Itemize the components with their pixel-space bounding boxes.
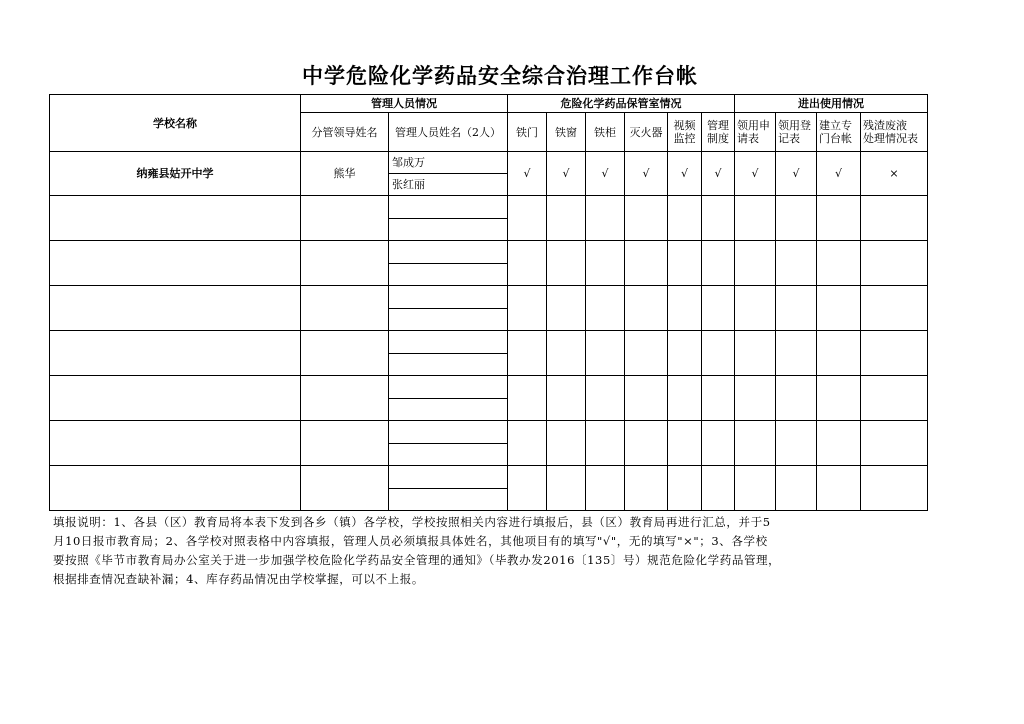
cell-iron-cabinet: √ [586,152,625,196]
empty-cell [702,241,735,286]
empty-cell [702,376,735,421]
empty-cell [668,286,702,331]
empty-cell [817,421,861,466]
empty-cell [301,196,389,241]
empty-cell [776,421,817,466]
empty-cell [702,421,735,466]
empty-cell [702,286,735,331]
cell-iron-door: √ [508,152,547,196]
cell-extinguisher: √ [625,152,668,196]
cell-ledger: √ [817,152,861,196]
empty-cell [389,219,508,241]
empty-cell [50,466,301,511]
empty-cell [301,286,389,331]
empty-cell [50,331,301,376]
empty-cell [735,331,776,376]
header-iron-window: 铁窗 [547,113,586,152]
empty-cell [508,286,547,331]
empty-cell [508,331,547,376]
empty-cell [586,466,625,511]
note-line: 要按照《毕节市教育局办公室关于进一步加强学校危险化学药品安全管理的通知》（毕教办发2016〔135〕号）规范危险化学药品管理， [53,553,781,567]
empty-cell [586,286,625,331]
empty-cell [625,466,668,511]
empty-cell [508,196,547,241]
empty-cell [586,241,625,286]
cell-iron-window: √ [547,152,586,196]
fill-instructions [53,513,933,589]
empty-cell [547,466,586,511]
empty-cell [817,241,861,286]
empty-cell [389,489,508,511]
empty-cell [389,376,508,399]
empty-cell [50,241,301,286]
empty-cell [861,331,928,376]
header-video: 视频 监控 [668,113,702,152]
empty-cell [389,331,508,354]
empty-cell [817,376,861,421]
empty-cell [735,376,776,421]
empty-cell [625,286,668,331]
cell-register: √ [776,152,817,196]
cell-manager-2: 张红丽 [389,174,508,196]
empty-cell [702,466,735,511]
empty-cell [861,241,928,286]
empty-cell [301,421,389,466]
cell-video: √ [668,152,702,196]
header-register: 领用登 记表 [776,113,817,152]
note-line: 根据排查情况查缺补漏；4、库存药品情况由学校掌握，可以不上报。 [53,572,424,586]
empty-cell [668,421,702,466]
empty-cell [389,421,508,444]
empty-cell [668,466,702,511]
empty-cell [776,466,817,511]
cell-school: 纳雍县姑开中学 [50,152,301,196]
empty-cell [861,286,928,331]
empty-cell [668,331,702,376]
empty-cell [508,241,547,286]
empty-cell [776,241,817,286]
empty-cell [547,196,586,241]
empty-cell [625,331,668,376]
empty-cell [735,196,776,241]
empty-cell [817,196,861,241]
empty-cell [817,286,861,331]
empty-cell [861,466,928,511]
cell-manager-1: 邹成万 [389,152,508,174]
empty-cell [586,331,625,376]
empty-cell [389,196,508,219]
empty-cell [861,376,928,421]
header-iron-door: 铁门 [508,113,547,152]
empty-cell [389,399,508,421]
empty-cell [668,196,702,241]
empty-cell [389,286,508,309]
empty-cell [861,196,928,241]
empty-cell [547,421,586,466]
empty-cell [389,354,508,376]
empty-cell [625,196,668,241]
header-group-usage: 进出使用情况 [735,95,928,113]
empty-cell [735,421,776,466]
note-line: 月10日报市教育局；2、各学校对照表格中内容填报，管理人员必须填报具体姓名，其他项目有的填写"√"，无的填写"×"；3、各学校 [53,534,768,548]
empty-cell [389,264,508,286]
empty-cell [586,421,625,466]
empty-cell [735,286,776,331]
header-group-storage: 危险化学药品保管室情况 [508,95,735,113]
empty-cell [817,331,861,376]
empty-cell [702,196,735,241]
empty-cell [301,376,389,421]
empty-cell [508,376,547,421]
note-line: 填报说明：1、各县（区）教育局将本表下发到各乡（镇）各学校，学校按照相关内容进行填报后，县（区）教育局再进行汇总，并于5 [53,515,771,529]
empty-cell [547,241,586,286]
header-system: 管理 制度 [702,113,735,152]
empty-cell [668,376,702,421]
empty-cell [817,466,861,511]
empty-cell [50,286,301,331]
header-ledger: 建立专 门台帐 [817,113,861,152]
empty-cell [50,196,301,241]
empty-cell [625,421,668,466]
empty-cell [508,466,547,511]
header-school-name: 学校名称 [50,95,301,152]
cell-system: √ [702,152,735,196]
empty-cell [776,286,817,331]
empty-cell [547,376,586,421]
header-extinguisher: 灭火器 [625,113,668,152]
empty-cell [50,421,301,466]
empty-cell [735,241,776,286]
empty-cell [389,444,508,466]
empty-cell [625,376,668,421]
empty-cell [547,286,586,331]
ledger-table [49,94,928,511]
header-leader: 分管领导姓名 [301,113,389,152]
header-iron-cabinet: 铁柜 [586,113,625,152]
empty-cell [301,466,389,511]
empty-cell [547,331,586,376]
header-waste: 残渣废液 处理情况表 [861,113,928,152]
cell-leader: 熊华 [301,152,389,196]
empty-cell [301,241,389,286]
empty-cell [586,376,625,421]
header-group-personnel: 管理人员情况 [301,95,508,113]
cell-apply: √ [735,152,776,196]
empty-cell [861,421,928,466]
cell-waste: × [861,152,928,196]
empty-cell [508,421,547,466]
empty-cell [50,376,301,421]
empty-cell [389,241,508,264]
empty-cell [586,196,625,241]
empty-cell [668,241,702,286]
empty-cell [776,331,817,376]
empty-cell [702,331,735,376]
header-apply: 领用申 请表 [735,113,776,152]
header-managers: 管理人员姓名（2人） [389,113,508,152]
empty-cell [735,466,776,511]
empty-cell [301,331,389,376]
empty-cell [776,196,817,241]
empty-cell [389,466,508,489]
empty-cell [389,309,508,331]
page-title: 中学危险化学药品安全综合治理工作台帐 [302,64,698,88]
empty-cell [776,376,817,421]
empty-cell [625,241,668,286]
